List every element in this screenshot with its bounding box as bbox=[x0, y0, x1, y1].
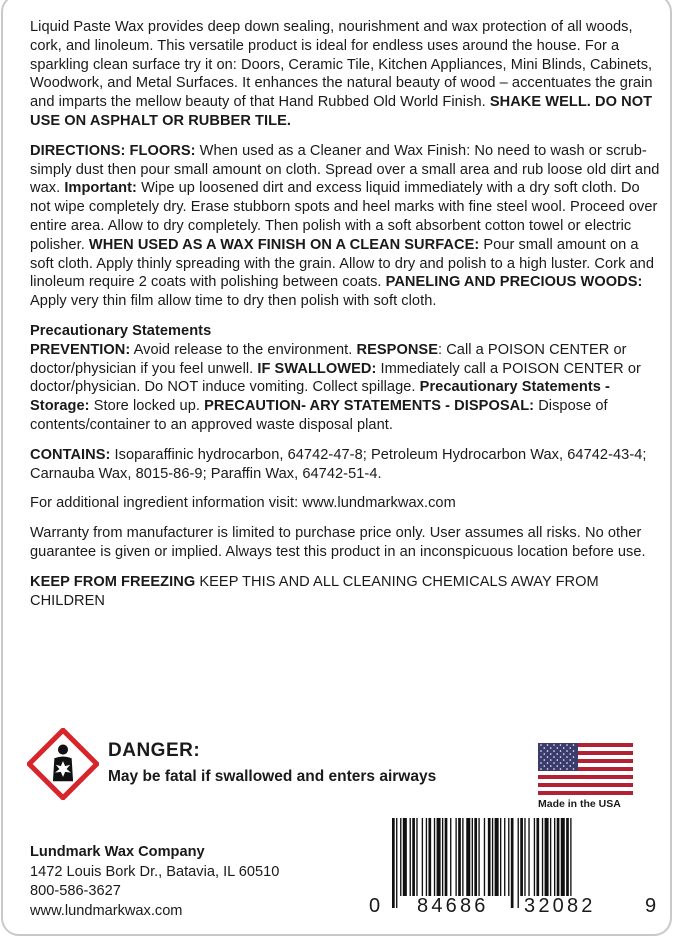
important-label: Important: bbox=[64, 180, 137, 197]
barcode-right-digit: 9 bbox=[645, 895, 660, 917]
precautionary-heading: Precautionary Statements bbox=[30, 322, 212, 339]
prevention-text: Avoid release to the environment. bbox=[130, 341, 357, 358]
intro-warning: SHAKE WELL. DO NOT USE ON ASPHALT OR RUBBER TILE. bbox=[30, 94, 653, 129]
danger-title: DANGER: bbox=[108, 740, 201, 761]
barcode-left-digit: 0 bbox=[369, 895, 384, 917]
prevention-label: PREVENTION: bbox=[30, 341, 131, 358]
company-address: 1472 Louis Bork Dr., Batavia, IL 60510 bbox=[30, 863, 280, 880]
intro-text: Liquid Paste Wax provides deep down sealing, nourishment and wax protection of all woods, cork, and linoleum. This versatile product is ideal for endless uses around the house. For a sparkling clean surface try it on: Doors, Ceramic Tile, Kitchen Appliances, Mini Blinds, Cabinets, Woodwork, and Metal Surfaces. It enhances the natural beauty of wood – accentuates the grain and imparts the mellow beauty of that Hand Rubbed Old World Finish. bbox=[30, 19, 653, 111]
contains-paragraph bbox=[30, 446, 660, 484]
response-text: : Call a POISON CENTER or doctor/physician if you feel unwell. bbox=[30, 341, 627, 377]
company-website: www.lundmarkwax.com bbox=[30, 902, 183, 919]
warranty-text: Warranty from manufacturer is limited to purchase price only. User assumes all risks. No other guarantee is given or implied. Always test this product in an inconspicuous location before use. bbox=[30, 525, 646, 560]
directions-paragraph bbox=[30, 142, 660, 311]
barcode-right-group: 32082 bbox=[524, 895, 596, 917]
made-in-usa: Made in the USA bbox=[538, 798, 621, 810]
barcode-left-group: 84686 bbox=[417, 895, 489, 917]
danger-text: May be fatal if swallowed and enters airways bbox=[108, 768, 437, 785]
us-flag-icon bbox=[538, 743, 633, 795]
additional-info: For additional ingredient information visit: www.lundmarkwax.com bbox=[30, 495, 456, 512]
intro-paragraph bbox=[30, 18, 660, 131]
company-info bbox=[30, 843, 279, 921]
precautionary-paragraph bbox=[30, 322, 660, 435]
health-hazard-icon bbox=[27, 728, 99, 800]
directions-heading: DIRECTIONS: FLOORS: bbox=[30, 142, 196, 159]
swallowed-label: IF SWALLOWED: bbox=[257, 360, 377, 377]
storage-label: Precautionary Statements - Storage: bbox=[30, 379, 610, 415]
surface-label: WHEN USED AS A WAX FINISH ON A CLEAN SURFACE: bbox=[88, 236, 480, 253]
disposal-label: PRECAUTION- ARY STATEMENTS - DISPOSAL: bbox=[204, 398, 535, 415]
response-label: RESPONSE bbox=[356, 341, 438, 358]
freezing-paragraph bbox=[30, 573, 660, 611]
disposal-text: Dispose of contents/container to an approved waste disposal plant. bbox=[30, 398, 608, 433]
company-phone: 800-586-3627 bbox=[30, 883, 121, 899]
freezing-label: KEEP FROM FREEZING bbox=[30, 573, 196, 590]
freezing-text: KEEP THIS AND ALL CLEANING CHEMICALS AWAY FROM CHILDREN bbox=[30, 573, 599, 609]
contains-label: CONTAINS: bbox=[30, 446, 111, 463]
company-name: Lundmark Wax Company bbox=[30, 844, 205, 860]
directions-text: Wipe up loosened dirt and excess liquid immediately with a dry soft cloth. Do not wipe completely dry. Erase stubborn spots and heel marks with fine steel wool. Proceed over entire area. Allow to dry completely. Then polish with a soft absorbent cotton towel or electric polisher. bbox=[30, 180, 658, 253]
contains-text: Isoparaffinic hydrocarbon, 64742-47-8; Petroleum Hydrocarbon Wax, 64742-43-4; Carnauba Wax, 8015-86-9; Paraffin Wax, 64742-51-4. bbox=[30, 446, 647, 482]
directions-text: Pour small amount on a soft cloth. Apply thinly spreading with the grain. Allow to dry and polish to a high luster. Cork and linoleum require 2 coats with polishing between coats. bbox=[30, 236, 655, 291]
directions-text: Apply very thin film allow time to dry then polish with soft cloth. bbox=[30, 293, 437, 310]
label-text bbox=[30, 18, 660, 621]
storage-text: Store locked up. bbox=[89, 398, 205, 415]
directions-text: When used as a Cleaner and Wax Finish: No need to wash or scrub-simply dust then pour small amount on cloth. Spread over a small area and rub loose old dirt and wax. bbox=[30, 142, 660, 197]
paneling-label: PANELING AND PRECIOUS WOODS: bbox=[385, 274, 643, 291]
swallowed-text: Immediately call a POISON CENTER or doctor/physician. Do NOT induce vomiting. Collect spillage. bbox=[30, 360, 641, 396]
